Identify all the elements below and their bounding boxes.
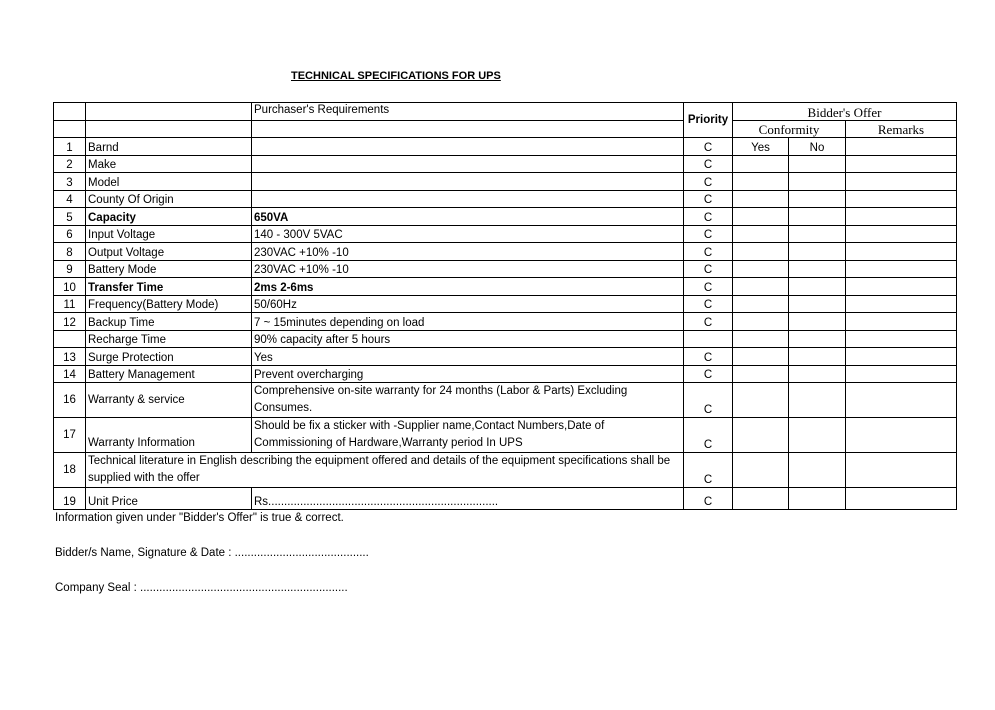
unit-price-field: Rs........................................................................ bbox=[252, 488, 684, 510]
conformity-yes-cell bbox=[733, 295, 789, 313]
remarks-cell bbox=[846, 488, 957, 510]
conformity-yes-cell bbox=[733, 225, 789, 243]
conformity-yes-cell bbox=[733, 243, 789, 261]
row-priority: C bbox=[684, 260, 733, 278]
header-row-1 bbox=[54, 103, 957, 121]
row-priority: C bbox=[684, 208, 733, 226]
remarks-cell bbox=[846, 383, 957, 418]
conformity-no-cell bbox=[789, 453, 846, 488]
conformity-yes-cell bbox=[733, 453, 789, 488]
row-priority: C bbox=[684, 173, 733, 191]
conformity-no-cell bbox=[789, 348, 846, 366]
row-requirement bbox=[252, 173, 684, 191]
row-requirement: Should be fix a sticker with -Supplier name,Contact Numbers,Date of Commissioning of Hardware,Warranty period In UPS bbox=[252, 418, 684, 453]
row-item: Transfer Time bbox=[86, 278, 252, 296]
row-number: 2 bbox=[54, 155, 86, 173]
conformity-yes-cell bbox=[733, 365, 789, 383]
row-priority: C bbox=[684, 383, 733, 418]
table-row bbox=[54, 488, 957, 510]
conformity-yes-cell bbox=[733, 383, 789, 418]
remarks-cell bbox=[846, 173, 957, 191]
header-blank-no bbox=[54, 103, 86, 121]
conformity-no-cell bbox=[789, 173, 846, 191]
row-item: Surge Protection bbox=[86, 348, 252, 366]
row-number: 16 bbox=[54, 383, 86, 418]
row-priority: C bbox=[684, 453, 733, 488]
header-row-2 bbox=[54, 120, 957, 138]
header-conformity: Conformity bbox=[733, 120, 846, 138]
conformity-yes-cell bbox=[733, 488, 789, 510]
row-requirement: Comprehensive on-site warranty for 24 months (Labor & Parts) Excluding Consumes. bbox=[252, 383, 684, 418]
conformity-no-cell bbox=[789, 383, 846, 418]
row-requirement bbox=[252, 190, 684, 208]
row-item: Unit Price bbox=[86, 488, 252, 510]
row-item: Backup Time bbox=[86, 313, 252, 331]
row-priority: C bbox=[684, 365, 733, 383]
table-row bbox=[54, 190, 957, 208]
table-row bbox=[54, 225, 957, 243]
row-item: Capacity bbox=[86, 208, 252, 226]
conformity-yes-cell bbox=[733, 278, 789, 296]
declaration-note: Information given under "Bidder's Offer" is true & correct. bbox=[55, 512, 344, 524]
table-row bbox=[54, 155, 957, 173]
table-row bbox=[54, 453, 957, 488]
table-row bbox=[54, 260, 957, 278]
row-number: 6 bbox=[54, 225, 86, 243]
table-row bbox=[54, 313, 957, 331]
row-requirement: 50/60Hz bbox=[252, 295, 684, 313]
spec-table bbox=[53, 102, 957, 510]
table-row bbox=[54, 173, 957, 191]
table-row bbox=[54, 348, 957, 366]
conformity-yes-header: Yes bbox=[733, 138, 789, 156]
header-blank-req-2 bbox=[252, 120, 684, 138]
remarks-cell bbox=[846, 278, 957, 296]
row-item: Output Voltage bbox=[86, 243, 252, 261]
row-number: 11 bbox=[54, 295, 86, 313]
conformity-yes-cell bbox=[733, 260, 789, 278]
remarks-cell bbox=[846, 348, 957, 366]
row-priority: C bbox=[684, 418, 733, 453]
conformity-no-cell bbox=[789, 243, 846, 261]
table-row bbox=[54, 330, 957, 348]
row-priority: C bbox=[684, 488, 733, 510]
conformity-yes-cell bbox=[733, 208, 789, 226]
conformity-no-cell bbox=[789, 260, 846, 278]
row-priority: C bbox=[684, 313, 733, 331]
row-priority: C bbox=[684, 225, 733, 243]
row-number: 17 bbox=[54, 418, 86, 453]
header-priority: Priority bbox=[684, 103, 733, 138]
conformity-no-cell bbox=[789, 488, 846, 510]
row-requirement bbox=[252, 138, 684, 156]
company-seal-line: Company Seal : ................................................................. bbox=[55, 582, 348, 594]
row-priority: C bbox=[684, 348, 733, 366]
conformity-no-cell bbox=[789, 225, 846, 243]
conformity-yes-cell bbox=[733, 155, 789, 173]
table-row bbox=[54, 418, 957, 453]
conformity-no-cell bbox=[789, 313, 846, 331]
conformity-yes-cell bbox=[733, 330, 789, 348]
remarks-cell bbox=[846, 295, 957, 313]
row-item: Warranty & service bbox=[86, 383, 252, 418]
bidder-name-signature-line: Bidder/s Name, Signature & Date : .......................................... bbox=[55, 547, 369, 559]
conformity-yes-cell bbox=[733, 190, 789, 208]
page-title: TECHNICAL SPECIFICATIONS FOR UPS bbox=[291, 70, 501, 82]
table-row bbox=[54, 243, 957, 261]
row-number: 19 bbox=[54, 488, 86, 510]
row-item: Model bbox=[86, 173, 252, 191]
row-requirement: 230VAC +10% -10 bbox=[252, 260, 684, 278]
conformity-no-cell bbox=[789, 190, 846, 208]
conformity-no-cell bbox=[789, 295, 846, 313]
header-remarks: Remarks bbox=[846, 120, 957, 138]
row-number: 18 bbox=[54, 453, 86, 488]
row-number: 4 bbox=[54, 190, 86, 208]
row-item: Battery Mode bbox=[86, 260, 252, 278]
table-row bbox=[54, 365, 957, 383]
row-requirement: 140 - 300V 5VAC bbox=[252, 225, 684, 243]
header-blank-no-2 bbox=[54, 120, 86, 138]
conformity-no-cell bbox=[789, 365, 846, 383]
remarks-cell bbox=[846, 418, 957, 453]
row-item: County Of Origin bbox=[86, 190, 252, 208]
row-item: Input Voltage bbox=[86, 225, 252, 243]
row-number: 9 bbox=[54, 260, 86, 278]
row-number: 13 bbox=[54, 348, 86, 366]
row-priority: C bbox=[684, 243, 733, 261]
conformity-yes-cell bbox=[733, 313, 789, 331]
conformity-yes-cell bbox=[733, 348, 789, 366]
remarks-cell bbox=[846, 208, 957, 226]
row-number: 1 bbox=[54, 138, 86, 156]
row-number: 10 bbox=[54, 278, 86, 296]
row-priority: C bbox=[684, 295, 733, 313]
conformity-no-cell bbox=[789, 418, 846, 453]
row-number: 8 bbox=[54, 243, 86, 261]
row-number: 5 bbox=[54, 208, 86, 226]
table-row bbox=[54, 208, 957, 226]
header-blank-item bbox=[86, 103, 252, 121]
row-number: 14 bbox=[54, 365, 86, 383]
table-row bbox=[54, 138, 957, 156]
row-item: Battery Management bbox=[86, 365, 252, 383]
remarks-cell bbox=[846, 365, 957, 383]
row-priority: C bbox=[684, 278, 733, 296]
conformity-no-cell bbox=[789, 330, 846, 348]
conformity-no-cell bbox=[789, 155, 846, 173]
remarks-cell bbox=[846, 330, 957, 348]
row-priority bbox=[684, 330, 733, 348]
remarks-cell bbox=[846, 138, 957, 156]
row-number: 3 bbox=[54, 173, 86, 191]
header-blank-item-2 bbox=[86, 120, 252, 138]
conformity-yes-cell bbox=[733, 173, 789, 191]
remarks-cell bbox=[846, 313, 957, 331]
table-row bbox=[54, 295, 957, 313]
row-requirement: Prevent overcharging bbox=[252, 365, 684, 383]
row-item: Make bbox=[86, 155, 252, 173]
row-item: Frequency(Battery Mode) bbox=[86, 295, 252, 313]
table-row bbox=[54, 278, 957, 296]
header-bidders-offer: Bidder's Offer bbox=[733, 103, 957, 121]
row-number: 12 bbox=[54, 313, 86, 331]
conformity-no-header: No bbox=[789, 138, 846, 156]
row-priority: C bbox=[684, 138, 733, 156]
row-priority: C bbox=[684, 155, 733, 173]
remarks-cell bbox=[846, 243, 957, 261]
row-number bbox=[54, 330, 86, 348]
row-requirement: Yes bbox=[252, 348, 684, 366]
conformity-no-cell bbox=[789, 208, 846, 226]
row-item: Warranty Information bbox=[86, 418, 252, 453]
conformity-no-cell bbox=[789, 278, 846, 296]
header-requirements: Purchaser's Requirements bbox=[252, 103, 684, 121]
remarks-cell bbox=[846, 190, 957, 208]
row-requirement: 650VA bbox=[252, 208, 684, 226]
row-priority: C bbox=[684, 190, 733, 208]
row-literature-text: Technical literature in English describing the equipment offered and details of the equipment specifications shall be supplied with the offer bbox=[86, 453, 684, 488]
row-requirement: 230VAC +10% -10 bbox=[252, 243, 684, 261]
row-requirement: 2ms 2-6ms bbox=[252, 278, 684, 296]
row-requirement: 7 ~ 15minutes depending on load bbox=[252, 313, 684, 331]
remarks-cell bbox=[846, 453, 957, 488]
row-requirement bbox=[252, 155, 684, 173]
remarks-cell bbox=[846, 155, 957, 173]
row-requirement: 90% capacity after 5 hours bbox=[252, 330, 684, 348]
remarks-cell bbox=[846, 225, 957, 243]
row-item: Barnd bbox=[86, 138, 252, 156]
row-item: Recharge Time bbox=[86, 330, 252, 348]
table-row bbox=[54, 383, 957, 418]
conformity-yes-cell bbox=[733, 418, 789, 453]
remarks-cell bbox=[846, 260, 957, 278]
